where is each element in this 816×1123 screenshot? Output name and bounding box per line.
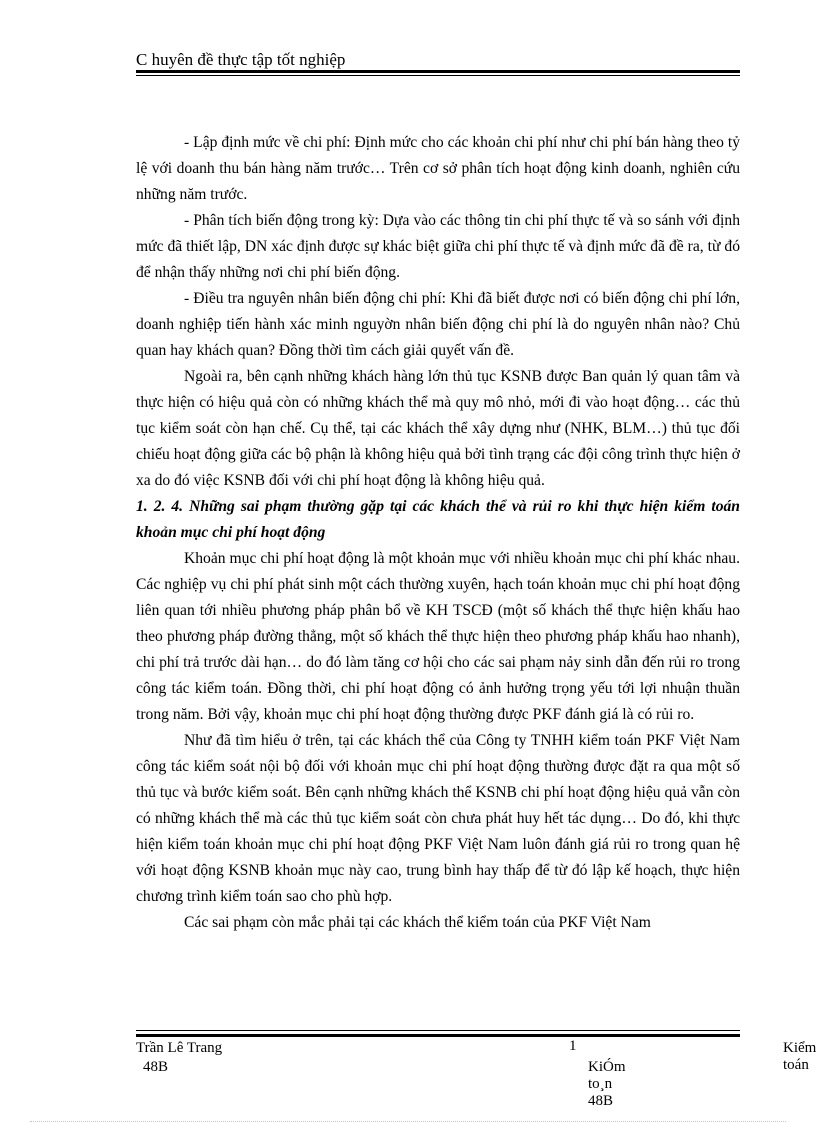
footer-rule-thin: [136, 1030, 740, 1031]
header-rule-thick: [136, 70, 740, 73]
footer-class: 48B: [143, 1059, 169, 1075]
header-rule-thin: [136, 75, 740, 76]
footer-author: Trần Lê Trang: [136, 1040, 223, 1056]
paragraph-pkf-control: Như đã tìm hiểu ở trên, tại các khách thể của Công ty TNHH kiểm toán PKF Việt Nam công tác kiểm soát nội bộ đối với khoản mục chi phí hoạt động thường được đặt ra qua một số thủ tục và bước kiểm soát. Bên cạnh những khách thể KSNB chi phí hoạt động hiệu quả vẫn còn có những khách thể mà các thủ tục kiểm soát còn chưa phát huy hết tác dụng… Do đó, khi thực hiện kiểm toán khoản mục chi phí hoạt động PKF Việt Nam luôn đánh giá rủi ro trong quan hệ với hoạt động KSNB khoản mục này cao, trung bình hay thấp để từ đó lập kế hoạch, thực hiện chương trình kiểm toán sao cho phù hợp.: [136, 732, 740, 905]
section-heading: 1. 2. 4. Những sai phạm thường gặp tại các khách thể và rủi ro khi thực hiện kiểm toán khoản mục chi phí hoạt động: [136, 498, 740, 541]
paragraph-norm-setting: - Lập định mức về chi phí: Định mức cho các khoản chi phí như chi phí bán hàng theo tỷ lệ với doanh thu bán hàng năm trước… Trên cơ sở phân tích hoạt động kinh doanh, nghiên cứu những năm trước.: [136, 134, 740, 203]
page-body: [136, 130, 740, 936]
document-title: C huyên đề thực tập tốt nghiệp: [136, 50, 346, 69]
paragraph-cause-investigation: - Điều tra nguyên nhân biến động chi phí: Khi đã biết được nơi có biến động chi phí lớn, doanh nghiệp tiến hành xác minh nguyờn nhân biến động chi phí là do nguyên nhân nào? Chủ quan hay khách quan? Đồng thời tìm cách giải quyết vấn đề.: [136, 290, 740, 359]
paragraph-additional-notes: Ngoài ra, bên cạnh những khách hàng lớn thủ tục KSNB được Ban quản lý quan tâm và thực hiện có hiệu quả còn có những khách thể mà quy mô nhỏ, mới đi vào hoạt động… các thủ tục kiểm soát còn hạn chế. Cụ thể, tại các khách thể xây dựng như (NHK, BLM…) thủ tục đối chiếu hoạt động giữa các bộ phận là không hiệu quả bởi tình trạng các đội công trình thực hiện ở xa do đó việc KSNB đối với chi phí hoạt động là không hiệu quả.: [136, 368, 740, 489]
footer-department-class: KiÓm to¸n 48B: [588, 1059, 626, 1109]
footer-page-number: 1: [569, 1038, 577, 1054]
footer-department: Kiểm toán: [783, 1040, 816, 1073]
footer-rule-thick: [136, 1034, 740, 1037]
paragraph-errors-intro: Các sai phạm còn mắc phải tại các khách thể kiểm toán của PKF Việt Nam: [184, 914, 651, 931]
paragraph-expense-overview: Khoản mục chi phí hoạt động là một khoản mục với nhiều khoản mục chi phí khác nhau. Các nghiệp vụ chi phí phát sinh một cách thường xuyên, hạch toán khoản mục chi phí hoạt động liên quan tới nhiều phương pháp phân bổ về KH TSCĐ (một số khách thể thực hiện khấu hao theo phương pháp đường thẳng, một số khách thể thực hiện theo phương pháp khấu hao nhanh), chi phí trả trước dài hạn… do đó làm tăng cơ hội cho các sai phạm nảy sinh dẫn đến rủi ro trong công tác kiểm toán. Đồng thời, chi phí hoạt động có ảnh hưởng trọng yếu tới lợi nhuận thuần trong năm. Bởi vậy, khoản mục chi phí hoạt động thường được PKF đánh giá là có rủi ro.: [136, 550, 740, 723]
paragraph-variance-analysis: - Phân tích biến động trong kỳ: Dựa vào các thông tin chi phí thực tế và so sánh với định mức đã thiết lập, DN xác định được sự khác biệt giữa chi phí thực tế và định mức đã đề ra, từ đó để nhận thấy những nơi chi phí biến động.: [136, 212, 740, 281]
